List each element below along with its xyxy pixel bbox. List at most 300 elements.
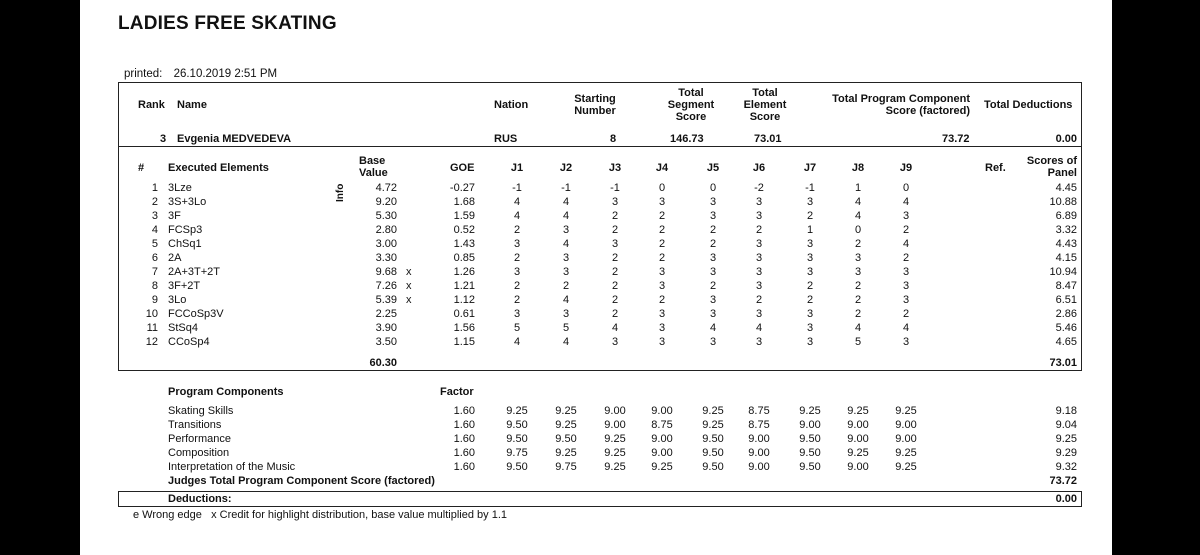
- element-panel-score: 10.88: [1049, 196, 1077, 208]
- element-base-value: 3.00: [375, 238, 397, 250]
- element-judge-4: 2: [658, 252, 666, 264]
- skater-total-pcs: 73.72: [942, 133, 970, 145]
- printed-value: 26.10.2019 2:51 PM: [173, 68, 278, 80]
- element-judge-4: 3: [658, 266, 666, 278]
- element-num: 11: [146, 322, 158, 334]
- header-judge-6: J6: [752, 162, 766, 174]
- element-goe: 1.21: [453, 280, 475, 292]
- element-name: ChSq1: [168, 238, 202, 250]
- component-row: [80, 460, 1112, 474]
- element-judge-8: 1: [854, 182, 862, 194]
- element-base-value: 2.25: [375, 308, 397, 320]
- element-judge-6: 3: [755, 238, 763, 250]
- header-total-element: [730, 87, 800, 123]
- element-judge-8: 2: [854, 238, 862, 250]
- element-num: 7: [151, 266, 158, 278]
- element-judge-6: 2: [755, 294, 763, 306]
- element-num: 6: [151, 252, 158, 264]
- component-judge-1: 9.75: [506, 447, 528, 459]
- table-row: [80, 307, 1112, 321]
- element-judge-8: 4: [854, 196, 862, 208]
- element-judge-7: 1: [806, 224, 814, 236]
- element-base-value: 9.68: [375, 266, 397, 278]
- element-goe: 1.15: [453, 336, 475, 348]
- element-base-value: 7.26: [375, 280, 397, 292]
- component-judge-4: 8.75: [651, 419, 673, 431]
- element-judge-7: 3: [806, 308, 814, 320]
- element-judge-8: 4: [854, 322, 862, 334]
- header-total-element-line2: Element: [743, 99, 787, 111]
- element-judge-1: 3: [513, 308, 521, 320]
- header-total-segment: [648, 87, 734, 123]
- element-goe: 1.43: [453, 238, 475, 250]
- element-judge-2: 4: [562, 294, 570, 306]
- element-num: 2: [151, 196, 158, 208]
- component-judge-2: 9.25: [555, 419, 577, 431]
- element-base-value: 2.80: [375, 224, 397, 236]
- header-total-deductions: Total Deductions: [984, 99, 1073, 111]
- element-num: 12: [145, 336, 158, 348]
- component-judge-9: 9.25: [895, 461, 917, 473]
- element-judge-3: 2: [611, 252, 619, 264]
- element-judge-4: 2: [658, 238, 666, 250]
- header-base-value-line2: Value: [359, 167, 388, 179]
- header-judge-5: J5: [706, 162, 720, 174]
- element-panel-score: 2.86: [1055, 308, 1077, 320]
- component-judge-2: 9.50: [555, 433, 577, 445]
- element-name: 2A+3T+2T: [168, 266, 220, 278]
- component-factor: 1.60: [453, 461, 475, 473]
- element-judge-6: 3: [755, 210, 763, 222]
- element-judge-8: 2: [854, 308, 862, 320]
- element-judge-2: 3: [562, 224, 570, 236]
- element-base-value: 3.50: [375, 336, 397, 348]
- element-goe: 0.61: [453, 308, 475, 320]
- element-judge-9: 4: [902, 322, 910, 334]
- element-num: 1: [151, 182, 158, 194]
- component-judge-1: 9.50: [506, 461, 528, 473]
- element-judge-4: 3: [658, 322, 666, 334]
- element-judge-1: 4: [513, 210, 521, 222]
- component-judge-6: 9.00: [748, 433, 770, 445]
- component-judge-7: 9.25: [799, 405, 821, 417]
- element-goe: 1.68: [453, 196, 475, 208]
- element-judge-9: 4: [902, 238, 910, 250]
- header-scores-of-panel-line1: Scores of: [1026, 155, 1077, 167]
- protocol-sheet: [80, 0, 1112, 555]
- summary-left-rule: [118, 82, 119, 147]
- header-judge-3: J3: [608, 162, 622, 174]
- element-judge-8: 4: [854, 210, 862, 222]
- element-judge-1: 2: [513, 280, 521, 292]
- element-goe: 1.12: [453, 294, 475, 306]
- element-judge-2: 5: [562, 322, 570, 334]
- component-name: Composition: [168, 447, 230, 459]
- element-judge-9: 3: [902, 210, 910, 222]
- element-judge-1: -1: [512, 182, 522, 194]
- header-judge-9: J9: [899, 162, 913, 174]
- element-judge-6: 3: [755, 308, 763, 320]
- element-base-value: 5.39: [375, 294, 397, 306]
- header-judge-4: J4: [655, 162, 669, 174]
- element-judge-1: 3: [513, 266, 521, 278]
- component-judge-4: 9.25: [651, 461, 673, 473]
- element-num: 5: [151, 238, 158, 250]
- component-judge-3: 9.25: [604, 433, 626, 445]
- element-judge-5: 3: [709, 294, 717, 306]
- deductions-box: [118, 491, 1082, 507]
- element-judge-8: 0: [854, 224, 862, 236]
- header-base-value-line1: Base: [359, 155, 386, 167]
- component-judge-5: 9.50: [702, 433, 724, 445]
- component-judge-7: 9.00: [799, 419, 821, 431]
- element-panel-score: 10.94: [1049, 266, 1077, 278]
- element-judge-9: 4: [902, 196, 910, 208]
- component-judge-6: 9.00: [748, 461, 770, 473]
- element-judge-6: -2: [754, 182, 764, 194]
- element-judge-2: 3: [562, 252, 570, 264]
- element-judge-3: 3: [611, 336, 619, 348]
- element-judge-5: 3: [709, 336, 717, 348]
- component-judge-3: 9.00: [604, 419, 626, 431]
- element-judge-9: 0: [902, 182, 910, 194]
- element-judge-2: 4: [562, 336, 570, 348]
- header-goe: GOE: [450, 162, 475, 174]
- component-judge-2: 9.25: [555, 447, 577, 459]
- element-panel-score: 6.51: [1055, 294, 1077, 306]
- table-row: [80, 181, 1112, 195]
- element-judge-5: 4: [709, 322, 717, 334]
- element-judge-3: 2: [611, 308, 619, 320]
- base-value-total: 60.30: [369, 357, 397, 369]
- component-judge-5: 9.25: [702, 419, 724, 431]
- component-judge-2: 9.75: [555, 461, 577, 473]
- element-judge-8: 3: [854, 252, 862, 264]
- header-info: Info: [335, 183, 346, 202]
- header-total-pcs-line2: Score (factored): [885, 105, 970, 117]
- factor-label: Factor: [440, 386, 474, 398]
- element-judge-8: 2: [854, 280, 862, 292]
- element-judge-7: 3: [806, 238, 814, 250]
- element-judge-7: -1: [805, 182, 815, 194]
- element-bonus-mark: x: [406, 280, 412, 292]
- header-rank: Rank: [138, 99, 165, 111]
- legend: e Wrong edge x Credit for highlight distribution, base value multiplied by 1.1: [133, 509, 508, 521]
- element-judge-5: 3: [709, 308, 717, 320]
- element-judge-9: 3: [902, 280, 910, 292]
- table-row: [80, 279, 1112, 293]
- element-judge-2: 3: [562, 266, 570, 278]
- element-name: CCoSp4: [168, 336, 210, 348]
- component-judge-3: 9.00: [604, 405, 626, 417]
- element-judge-1: 2: [513, 252, 521, 264]
- element-judge-1: 5: [513, 322, 521, 334]
- element-judge-9: 3: [902, 266, 910, 278]
- component-judge-8: 9.00: [847, 433, 869, 445]
- table-row: [80, 265, 1112, 279]
- component-judge-8: 9.25: [847, 405, 869, 417]
- element-judge-1: 2: [513, 294, 521, 306]
- element-judge-3: 3: [611, 196, 619, 208]
- header-judge-1: J1: [510, 162, 524, 174]
- header-starting-number-line1: Starting: [574, 93, 616, 105]
- element-panel-score: 5.46: [1055, 322, 1077, 334]
- element-judge-7: 2: [806, 210, 814, 222]
- header-scores-of-panel-line2: Panel: [1047, 167, 1077, 179]
- component-row: [80, 418, 1112, 432]
- component-name: Performance: [168, 433, 231, 445]
- table-row: [80, 223, 1112, 237]
- element-goe: 0.85: [453, 252, 475, 264]
- component-judge-6: 8.75: [748, 419, 770, 431]
- element-judge-2: 4: [562, 210, 570, 222]
- component-judge-7: 9.50: [799, 447, 821, 459]
- program-components-label: Program Components: [168, 386, 284, 398]
- element-judge-5: 3: [709, 266, 717, 278]
- element-judge-6: 3: [755, 280, 763, 292]
- element-num: 3: [151, 210, 158, 222]
- element-panel-score: 8.47: [1055, 280, 1077, 292]
- component-judge-5: 9.50: [702, 447, 724, 459]
- header-total-element-line3: Score: [749, 111, 781, 123]
- element-name: 3Lze: [168, 182, 192, 194]
- top-rule: [118, 82, 1082, 83]
- element-name: 3F+2T: [168, 280, 201, 292]
- component-judge-4: 9.00: [651, 433, 673, 445]
- element-judge-8: 5: [854, 336, 862, 348]
- component-judge-9: 9.00: [895, 433, 917, 445]
- page-title: LADIES FREE SKATING: [118, 13, 337, 34]
- header-total-pcs-line1: Total Program Component: [832, 93, 970, 105]
- component-judge-8: 9.00: [847, 419, 869, 431]
- element-num: 10: [145, 308, 158, 320]
- element-judge-5: 3: [709, 252, 717, 264]
- element-goe: -0.27: [449, 182, 475, 194]
- element-judge-8: 3: [854, 266, 862, 278]
- element-judge-1: 2: [513, 224, 521, 236]
- element-bonus-mark: x: [406, 266, 412, 278]
- header-ref: Ref.: [985, 162, 1006, 174]
- element-panel-score: 6.89: [1055, 210, 1077, 222]
- skater-total-deductions: 0.00: [1055, 133, 1077, 145]
- element-goe: 1.59: [453, 210, 475, 222]
- element-judge-4: 3: [658, 196, 666, 208]
- component-judge-7: 9.50: [799, 433, 821, 445]
- element-judge-9: 3: [902, 294, 910, 306]
- component-panel-score: 9.29: [1055, 447, 1077, 459]
- header-name: Name: [177, 99, 207, 111]
- table-row: [80, 293, 1112, 307]
- element-judge-6: 4: [755, 322, 763, 334]
- table-row: [80, 321, 1112, 335]
- component-judge-5: 9.50: [702, 461, 724, 473]
- element-panel-score: 4.15: [1055, 252, 1077, 264]
- element-judge-3: 2: [611, 224, 619, 236]
- element-num: 9: [151, 294, 158, 306]
- component-row: [80, 446, 1112, 460]
- element-judge-4: 3: [658, 280, 666, 292]
- element-num: 8: [151, 280, 158, 292]
- element-panel-score: 4.43: [1055, 238, 1077, 250]
- element-judge-7: 3: [806, 322, 814, 334]
- element-judge-6: 3: [755, 266, 763, 278]
- element-name: StSq4: [168, 322, 198, 334]
- element-judge-6: 3: [755, 196, 763, 208]
- element-judge-4: 2: [658, 294, 666, 306]
- element-judge-2: 4: [562, 196, 570, 208]
- element-judge-4: 3: [658, 308, 666, 320]
- component-panel-score: 9.18: [1055, 405, 1077, 417]
- element-judge-2: 3: [562, 308, 570, 320]
- component-panel-score: 9.32: [1055, 461, 1077, 473]
- element-judge-4: 0: [658, 182, 666, 194]
- header-starting-number: [565, 93, 625, 117]
- element-judge-2: 4: [562, 238, 570, 250]
- component-panel-score: 9.25: [1055, 433, 1077, 445]
- element-judge-8: 2: [854, 294, 862, 306]
- element-judge-3: -1: [610, 182, 620, 194]
- element-goe: 1.56: [453, 322, 475, 334]
- judges-total-value: 73.72: [1049, 475, 1077, 487]
- element-judge-7: 2: [806, 280, 814, 292]
- element-judge-3: 2: [611, 210, 619, 222]
- component-factor: 1.60: [453, 405, 475, 417]
- element-judge-9: 2: [902, 252, 910, 264]
- element-judge-7: 3: [806, 196, 814, 208]
- element-panel-score: 3.32: [1055, 224, 1077, 236]
- element-judge-5: 0: [709, 182, 717, 194]
- component-factor: 1.60: [453, 433, 475, 445]
- element-name: FCCoSp3V: [168, 308, 224, 320]
- element-base-value: 9.20: [375, 196, 397, 208]
- element-base-value: 4.72: [375, 182, 397, 194]
- header-total-element-line1: Total: [752, 87, 778, 99]
- header-judge-8: J8: [851, 162, 865, 174]
- judges-total-label: Judges Total Program Component Score (factored): [168, 475, 435, 487]
- header-total-pcs: [810, 93, 970, 117]
- header-executed-elements: Executed Elements: [168, 162, 269, 174]
- component-name: Skating Skills: [168, 405, 234, 417]
- table-row: [80, 195, 1112, 209]
- component-judge-2: 9.25: [555, 405, 577, 417]
- skater-rank: 3: [160, 133, 167, 145]
- component-judge-6: 9.00: [748, 447, 770, 459]
- component-judge-5: 9.25: [702, 405, 724, 417]
- component-judge-1: 9.50: [506, 433, 528, 445]
- element-judge-3: 2: [611, 280, 619, 292]
- component-judge-8: 9.00: [847, 461, 869, 473]
- header-scores-of-panel: [1010, 155, 1077, 179]
- summary-right-rule: [1081, 82, 1082, 147]
- element-judge-5: 2: [709, 224, 717, 236]
- element-name: 3Lo: [168, 294, 187, 306]
- printed-label: printed:: [124, 68, 163, 80]
- element-goe: 0.52: [453, 224, 475, 236]
- component-judge-7: 9.50: [799, 461, 821, 473]
- component-judge-1: 9.50: [506, 419, 528, 431]
- deductions-value: 0.00: [1055, 493, 1077, 505]
- element-name: 2A: [168, 252, 182, 264]
- component-panel-score: 9.04: [1055, 419, 1077, 431]
- header-total-segment-line2: Segment: [667, 99, 715, 111]
- element-name: 3F: [168, 210, 181, 222]
- deductions-label: Deductions:: [168, 493, 232, 505]
- element-judge-2: -1: [561, 182, 571, 194]
- element-judge-9: 3: [902, 336, 910, 348]
- skater-name: Evgenia MEDVEDEVA: [177, 133, 292, 145]
- element-panel-score: 4.45: [1055, 182, 1077, 194]
- skater-nation: RUS: [494, 133, 518, 145]
- element-judge-5: 3: [709, 196, 717, 208]
- element-judge-6: 3: [755, 252, 763, 264]
- header-judge-2: J2: [559, 162, 573, 174]
- header-base-value: [359, 155, 388, 179]
- component-judge-8: 9.25: [847, 447, 869, 459]
- component-factor: 1.60: [453, 419, 475, 431]
- component-judge-3: 9.25: [604, 461, 626, 473]
- component-row: [80, 404, 1112, 418]
- table-row: [80, 209, 1112, 223]
- header-total-segment-line1: Total: [678, 87, 704, 99]
- component-judge-9: 9.25: [895, 447, 917, 459]
- component-judge-9: 9.25: [895, 405, 917, 417]
- header-element-num: #: [138, 162, 145, 174]
- component-name: Transitions: [168, 419, 222, 431]
- element-judge-5: 2: [709, 280, 717, 292]
- header-nation: Nation: [494, 99, 529, 111]
- component-judge-1: 9.25: [506, 405, 528, 417]
- table-row: [80, 251, 1112, 265]
- element-judge-3: 3: [611, 238, 619, 250]
- element-name: FCSp3: [168, 224, 203, 236]
- element-judge-3: 2: [611, 294, 619, 306]
- skater-total-segment-score: 146.73: [670, 133, 704, 145]
- table-row: [80, 237, 1112, 251]
- component-judge-3: 9.25: [604, 447, 626, 459]
- element-judge-7: 3: [806, 336, 814, 348]
- element-base-value: 5.30: [375, 210, 397, 222]
- element-judge-2: 2: [562, 280, 570, 292]
- element-judge-9: 2: [902, 224, 910, 236]
- component-judge-9: 9.00: [895, 419, 917, 431]
- header-starting-number-line2: Number: [574, 105, 616, 117]
- table-row: [80, 335, 1112, 349]
- element-judge-5: 3: [709, 210, 717, 222]
- skater-starting-number: 8: [610, 133, 617, 145]
- element-judge-9: 2: [902, 308, 910, 320]
- component-judge-4: 9.00: [651, 447, 673, 459]
- element-judge-4: 3: [658, 336, 666, 348]
- component-row: [80, 432, 1112, 446]
- element-judge-1: 4: [513, 336, 521, 348]
- element-judge-1: 3: [513, 238, 521, 250]
- component-judge-4: 9.00: [651, 405, 673, 417]
- element-judge-6: 2: [755, 224, 763, 236]
- element-judge-7: 3: [806, 252, 814, 264]
- element-judge-4: 2: [658, 224, 666, 236]
- element-judge-7: 3: [806, 266, 814, 278]
- printed-timestamp: [124, 68, 277, 80]
- element-name: 3S+3Lo: [168, 196, 207, 208]
- element-base-value: 3.30: [375, 252, 397, 264]
- element-judge-1: 4: [513, 196, 521, 208]
- element-judge-3: 4: [611, 322, 619, 334]
- element-base-value: 3.90: [375, 322, 397, 334]
- header-total-segment-line3: Score: [675, 111, 707, 123]
- skater-total-element-score: 73.01: [754, 133, 782, 145]
- element-bonus-mark: x: [406, 294, 412, 306]
- component-name: Interpretation of the Music: [168, 461, 296, 473]
